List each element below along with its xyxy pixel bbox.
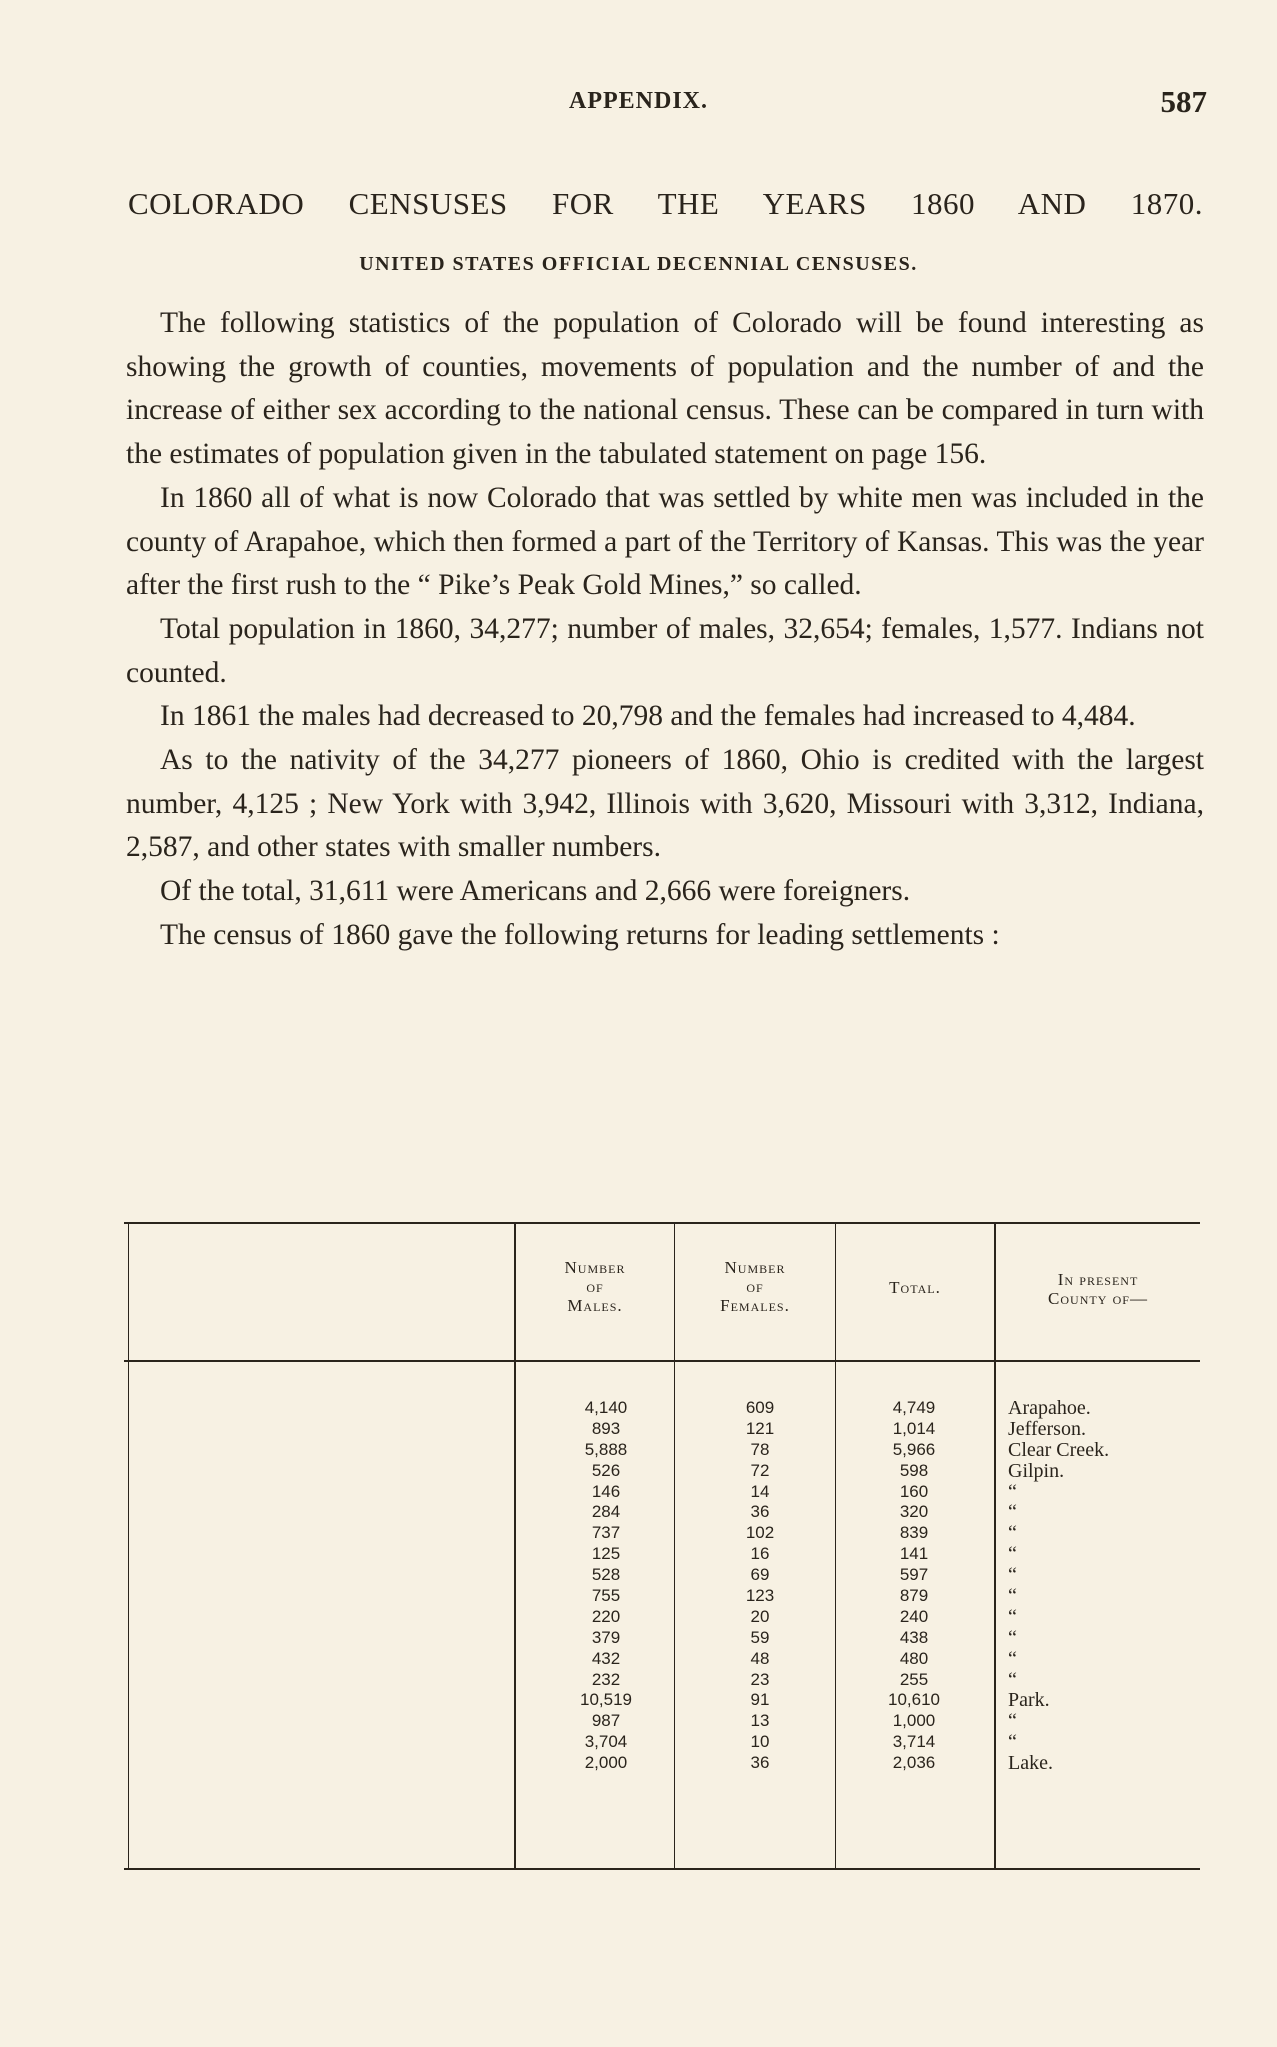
total-cell: 160 [899,1481,929,1501]
county-cell: Gilpin. [1008,1460,1065,1482]
paragraph: The census of 1860 gave the following returns for leading settlements : [160,918,1000,951]
table-row [124,1544,1200,1565]
table-row [124,1628,1200,1649]
table-row [124,1649,1200,1670]
paragraph: Of the total, 31,611 were Americans and 2,666 were foreigners. [160,875,911,908]
county-cell: “ [1008,1502,1017,1524]
paragraph: In 1861 the males had decreased to 20,798 and the females had increased to 4,484. [160,700,1136,733]
header-line: In present [1057,1270,1139,1289]
header-females [676,1258,834,1315]
females-cell: 36 [750,1753,770,1773]
total-cell: 598 [899,1460,929,1480]
census-table [124,1218,1200,1878]
table-row [124,1398,1200,1419]
table-body [124,1398,1200,1774]
females-cell: 123 [745,1586,775,1606]
total-cell: 3,714 [892,1732,936,1752]
total-cell: 480 [899,1648,929,1668]
county-cell: “ [1008,1565,1017,1587]
males-cell: 737 [591,1523,621,1543]
females-cell: 16 [750,1544,770,1564]
males-cell: 432 [591,1648,621,1668]
table-row [124,1607,1200,1628]
total-cell: 839 [899,1523,929,1543]
females-cell: 72 [750,1460,770,1480]
total-cell: 255 [899,1669,929,1689]
table-row [124,1711,1200,1732]
table-top-rule [124,1222,1200,1224]
females-cell: 10 [750,1732,770,1752]
table-row [124,1586,1200,1607]
running-title: APPENDIX. [569,88,708,114]
table-row [124,1523,1200,1544]
males-cell: 220 [591,1606,621,1626]
header-county [996,1270,1200,1308]
table-row [124,1461,1200,1482]
page-number: 587 [1160,84,1207,119]
county-cell: “ [1008,1732,1017,1754]
header-line: County of— [1048,1289,1148,1308]
males-cell: 893 [591,1418,621,1438]
county-cell: “ [1008,1481,1017,1503]
paragraph: The following statistics of the population of Colorado will be found interesting as showing the growth of counties, movements of population and the number of and the increase of either sex according to the national census. These can be compared in turn with the estimates of population given in the tabulated statement on page 156. [126,307,1204,471]
females-cell: 91 [750,1690,770,1710]
header-line: Females. [720,1296,790,1315]
header-line: Number [564,1258,626,1277]
county-cell: “ [1008,1627,1017,1649]
county-cell: Jefferson. [1008,1418,1086,1440]
county-cell: Clear Creek. [1008,1439,1110,1461]
total-cell: 141 [899,1544,929,1564]
total-cell: 4,749 [892,1398,936,1417]
county-cell: “ [1008,1606,1017,1628]
body-text [126,302,1204,958]
total-cell: 320 [899,1502,929,1522]
females-cell: 59 [750,1627,770,1647]
females-cell: 13 [750,1711,770,1731]
females-cell: 69 [750,1565,770,1585]
males-cell: 5,888 [584,1439,628,1459]
total-cell: 879 [899,1586,929,1606]
header-line: Total. [889,1278,941,1297]
header-line: of [746,1277,764,1296]
table-row [124,1670,1200,1691]
paragraph: In 1860 all of what is now Colorado that was settled by white men was included in the county of Arapahoe, which then formed a part of the Territory of Kansas. This was the year after the first rush to the “ Pike’s Peak Gold Mines,” so called. [126,481,1204,602]
table-row [124,1732,1200,1753]
males-cell: 125 [591,1544,621,1564]
county-cell: “ [1008,1648,1017,1670]
males-cell: 755 [591,1586,621,1606]
header-line: Males. [567,1296,623,1315]
paragraph: As to the nativity of the 34,277 pioneers of 1860, Ohio is credited with the largest number, 4,125 ; New York with 3,942, Illinois with 3,620, Missouri with 3,312, Indiana, 2,587, and other states with smaller numbers. [126,744,1204,864]
males-cell: 528 [591,1565,621,1585]
county-cell: “ [1008,1523,1017,1545]
county-cell: Lake. [1008,1753,1053,1775]
males-cell: 284 [591,1502,621,1522]
table-row [124,1419,1200,1440]
county-cell: Arapahoe. [1008,1398,1091,1419]
males-cell: 379 [591,1627,621,1647]
county-cell: “ [1008,1544,1017,1566]
paragraph: Total population in 1860, 34,277; number of males, 32,654; females, 1,577. Indians not counted. [126,612,1204,689]
county-cell: “ [1008,1711,1017,1733]
table-row [124,1440,1200,1461]
total-cell: 1,000 [892,1711,936,1731]
males-cell: 987 [591,1711,621,1731]
females-cell: 14 [750,1481,770,1501]
page-title: COLORADO CENSUSES FOR THE YEARS 1860 AND 1870. [128,186,1203,221]
total-cell: 240 [899,1606,929,1626]
total-cell: 10,610 [888,1690,940,1710]
females-cell: 121 [745,1418,775,1438]
total-cell: 1,014 [892,1418,936,1438]
total-cell: 597 [899,1565,929,1585]
header-males [516,1258,674,1315]
table-row [124,1502,1200,1523]
running-head [0,84,1277,128]
total-cell: 438 [899,1627,929,1647]
males-cell: 526 [591,1460,621,1480]
table-header-rule [124,1360,1200,1362]
table-row [124,1482,1200,1503]
males-cell: 2,000 [584,1753,628,1773]
males-cell: 146 [591,1481,621,1501]
females-cell: 102 [745,1523,775,1543]
females-cell: 23 [750,1669,770,1689]
males-cell: 10,519 [580,1690,632,1710]
females-cell: 609 [745,1398,775,1417]
county-cell: Park. [1008,1690,1050,1712]
page-subtitle: UNITED STATES OFFICIAL DECENNIAL CENSUSES. [359,253,918,275]
county-cell: “ [1008,1669,1017,1691]
table-row [124,1690,1200,1711]
header-line: of [586,1277,604,1296]
header-total [836,1278,994,1297]
total-cell: 2,036 [892,1753,936,1773]
table-bottom-rule [124,1868,1200,1870]
total-cell: 5,966 [892,1439,936,1459]
table-row [124,1565,1200,1586]
females-cell: 36 [750,1502,770,1522]
males-cell: 3,704 [584,1732,628,1752]
header-line: Number [724,1258,786,1277]
females-cell: 20 [750,1606,770,1626]
males-cell: 232 [591,1669,621,1689]
males-cell: 4,140 [584,1398,628,1417]
table-row [124,1753,1200,1774]
females-cell: 48 [750,1648,770,1668]
females-cell: 78 [750,1439,770,1459]
county-cell: “ [1008,1586,1017,1607]
